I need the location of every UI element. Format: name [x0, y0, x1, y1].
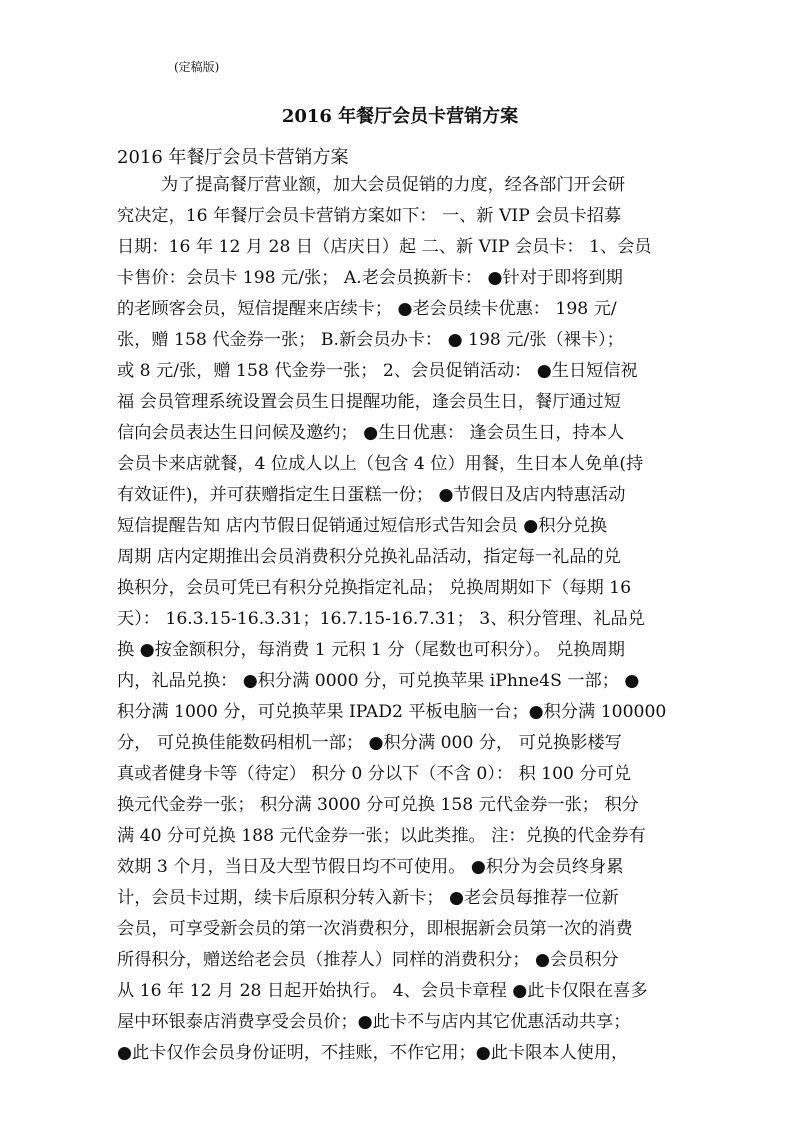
body-line: 内，礼品兑换： ●积分满 0000 分，可兑换苹果 iPhne4S 一部； ●	[117, 671, 640, 691]
body-line: 天）： 16.3.15-16.3.31；16.7.15-16.7.31； 3、积分管理、礼品兑	[117, 609, 645, 629]
body-line: 短信提醒告知 店内节假日促销通过短信形式告知会员 ●积分兑换	[117, 516, 607, 536]
body-line: 福 会员管理系统设置会员生日提醒功能，逢会员生日，餐厅通过短	[117, 392, 621, 412]
body-line: 真或者健身卡等（待定） 积分 0 分以下（不含 0）： 积 100 分可兑	[117, 764, 632, 784]
body-line: 满 40 分可兑换 188 元代金券一张；以此类推。 注：兑换的代金券有	[117, 826, 646, 846]
body-line: 换 ●按金额积分，每消费 1 元积 1 分（尾数也可积分）。 兑换周期	[117, 640, 625, 660]
body-line: 换元代金券一张； 积分满 3000 分可兑换 158 元代金券一张； 积分	[117, 795, 639, 815]
body-line: 效期 3 个月，当日及大型节假日均不可使用。 ●积分为会员终身累	[117, 857, 624, 877]
body-line: 换积分，会员可凭已有积分兑换指定礼品； 兑换周期如下（每期 16	[117, 578, 632, 598]
body-line: 信向会员表达生日问候及邀约； ●生日优惠： 逢会员生日，持本人	[117, 423, 625, 443]
body-line: 有效证件)，并可获赠指定生日蛋糕一份； ●节假日及店内特惠活动	[117, 485, 626, 505]
body-line: 所得积分，赠送给老会员（推荐人）同样的消费积分； ●会员积分	[117, 950, 619, 970]
body-line: 积分满 1000 分，可兑换苹果 IPAD2 平板电脑一台；●积分满 100000	[117, 702, 667, 722]
body-line: 为了提高餐厅营业额，加大会员促销的力度，经各部门开会研	[161, 175, 626, 195]
body-line: 分， 可兑换佳能数码相机一部； ●积分满 000 分， 可兑换影楼写	[117, 733, 622, 753]
document-title: 2016 年餐厅会员卡营销方案	[281, 106, 519, 127]
body-line: 计，会员卡过期，续卡后原积分转入新卡； ●老会员每推荐一位新	[117, 888, 619, 908]
body-line: 会员，可享受新会员的第一次消费积分，即根据新会员第一次的消费	[117, 919, 633, 939]
body-line: 从 16 年 12 月 28 日起开始执行。 4、会员卡章程 ●此卡仅限在喜多	[117, 981, 648, 1001]
draft-label: (定稿版)	[174, 60, 220, 74]
document-body	[117, 170, 687, 1069]
body-line: 周期 店内定期推出会员消费积分兑换礼品活动，指定每一礼品的兑	[117, 547, 621, 567]
body-line: 卡售价：会员卡 198 元/张； A.老会员换新卡： ●针对于即将到期	[117, 268, 623, 288]
body-line: 日期：16 年 12 月 28 日（店庆日）起 二、新 VIP 会员卡： 1、会员	[117, 237, 652, 257]
body-line: 或 8 元/张，赠 158 代金券一张； 2、会员促销活动： ●生日短信祝	[117, 361, 638, 381]
body-line: 屋中环银泰店消费享受会员价；●此卡不与店内其它优惠活动共享；	[117, 1012, 631, 1032]
body-line: 究决定，16 年餐厅会员卡营销方案如下： 一、新 VIP 会员卡招募	[117, 206, 622, 226]
body-line: ●此卡仅作会员身份证明，不挂账，不作它用；●此卡限本人使用，	[117, 1043, 629, 1063]
body-line: 张，赠 158 代金券一张； B.新会员办卡： ● 198 元/张（裸卡）；	[117, 330, 624, 350]
document-subtitle: 2016 年餐厅会员卡营销方案	[117, 147, 349, 168]
body-line: 的老顾客会员，短信提醒来店续卡； ●老会员续卡优惠： 198 元/	[117, 299, 617, 319]
body-line: 会员卡来店就餐，4 位成人以上（包含 4 位）用餐，生日本人免单(持	[117, 454, 644, 474]
